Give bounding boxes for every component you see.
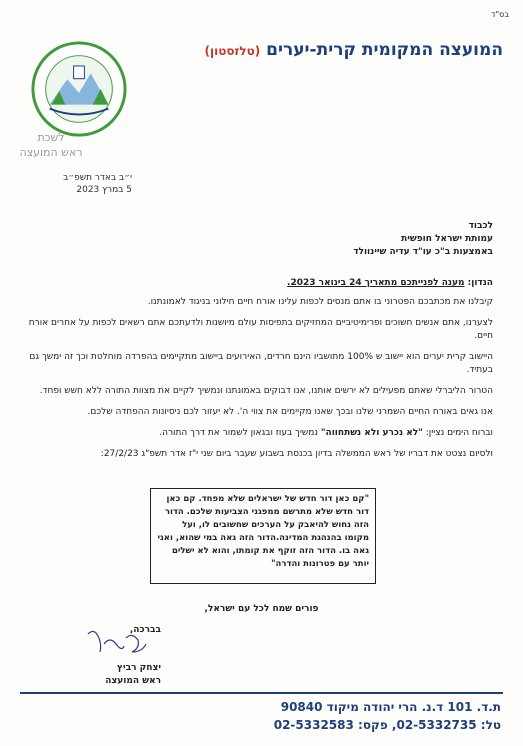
body-paragraph: הטרור הליברלי שאתם מפעילים לא ירשים אותנו, אנו דבוקים באמונתנו ונמשיך לקיים את מצוות התורה ללא חשש ופחד. bbox=[39, 386, 493, 396]
footer bbox=[61, 698, 501, 734]
handwritten-signature bbox=[80, 626, 150, 660]
subject-text: מענה לפנייתכם מתאריך 24 בינואר 2023. bbox=[287, 278, 465, 288]
subject-label: הנדון: bbox=[467, 278, 493, 288]
council-name-text: המועצה המקומית קרית-יערים bbox=[266, 40, 503, 60]
body-p6-quote: "לא נכרע ולא נשתחווה" bbox=[320, 428, 423, 438]
body-paragraph: ולסיום נצטט את דבריו של ראש הממשלה בדיון בכנסת בשבוע שעבר ביום שני י"ז אדר תשפ"ג 27/2/23: bbox=[100, 449, 493, 459]
addressee-block bbox=[193, 220, 493, 259]
footer-address: ת.ד. 101 ד.נ. הרי יהודה מיקוד 90840 bbox=[280, 700, 501, 714]
date-gregorian: 5 במרץ 2023 bbox=[76, 185, 132, 195]
addressee-to: לכבוד bbox=[468, 221, 493, 231]
date-hebrew: י״ב באדר תשפ״ב bbox=[63, 173, 132, 183]
blessing: בברכה, bbox=[129, 625, 161, 635]
council-subname: (טלזסטון) bbox=[204, 44, 261, 58]
signer-role: ראש המועצה bbox=[105, 676, 161, 686]
body-paragraph: לצערנו, אתם אנשים חשוכים ופרימיטיביים המחזיקים בתפיסות עולם מיושנות ולדעתכם אתם רשאים לכפות על אחרים אורח חיים. bbox=[28, 318, 493, 341]
footer-divider bbox=[20, 692, 503, 694]
letter-body bbox=[23, 296, 493, 469]
council-name bbox=[113, 40, 503, 60]
office-title bbox=[5, 130, 97, 160]
signer-block bbox=[81, 662, 161, 688]
addressee-org: עמותת ישראל חופשית bbox=[401, 234, 493, 244]
body-paragraph: היישוב קרית יערים הוא יישוב ש 100% מתושביו הינם חרדים, האירועים ביישוב מתקיימים בהפרדה מוחלטת וכך זה ימשך גם בעתיד. bbox=[29, 352, 493, 375]
purim-greeting: פורים שמח לכל עם ישראל, bbox=[204, 604, 319, 614]
subject-line bbox=[43, 278, 493, 288]
body-p6-post: נמשיך בעוז ובגאון לשמור את דרך התורה. bbox=[159, 428, 318, 438]
footer-phone: טל: 02-5332735, פקס: 02-5332583 bbox=[273, 718, 501, 732]
body-paragraph: קיבלנו את מכתבכם הפטרוני בו אתם מנסים לכפות עלינו אורח חיים חילוני בניגוד לאמונתנו. bbox=[147, 297, 493, 307]
body-p6-pre: וברוח הימים נציין: bbox=[425, 428, 493, 438]
office-line-2: ראש המועצה bbox=[19, 146, 83, 159]
office-line-1: לשכת bbox=[37, 131, 65, 144]
body-paragraph bbox=[23, 427, 493, 440]
bsd-mark: בס"ד bbox=[491, 10, 509, 19]
quote-box: "קם כאן דור חדש של ישראלים שלא מפחד. קם כאן דור חדש שלא מתרשם ממפגני הצביעות שלכם. הדור הזה נחוש להיאבק על הערכים שחשובים לו, ועל מקומו בהנהגת המדינה.הדור הזה גאה במי שהוא, ואני גאה בו. הדור הזה זוקף את קומתו, והוא לא ישלים יותר עם פטרונות והדרה" bbox=[150, 488, 376, 584]
addressee-via: באמצעות ב"כ עו"ד עדיה שיינוולד bbox=[353, 247, 493, 257]
body-paragraph: אנו גאים באורח החיים השמרני שלנו ובכך שאנו מקיימים את צווי ה'. לא יעזור לכם ניסיונות ההפחדה שלכם. bbox=[87, 407, 493, 417]
date-block bbox=[40, 172, 132, 196]
signer-name: יצחק רביץ bbox=[117, 663, 161, 673]
